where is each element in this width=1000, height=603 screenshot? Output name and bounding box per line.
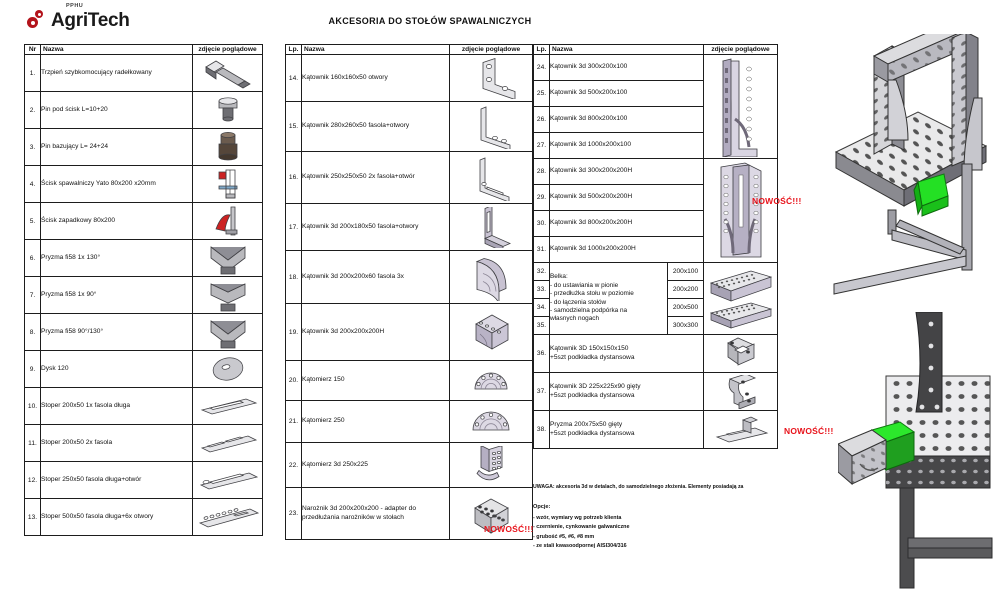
row-name: Kątownik 3d 300x200x200H <box>550 159 704 185</box>
page-title: AKCESORIA DO STOŁÓW SPAWALNICZYCH <box>328 16 532 26</box>
row-name: Kątownik 3d 200x200x60 fasola 3x <box>302 251 450 304</box>
row-number: 36. <box>534 335 550 373</box>
row-number: 28. <box>534 159 550 185</box>
table-row <box>534 373 778 411</box>
table-row <box>25 314 263 351</box>
brand-pphu: PPHU <box>66 3 84 9</box>
row-name: Kątomierz 3d 250x225 <box>302 443 450 488</box>
row-number: 7. <box>25 277 41 314</box>
locating-pin-icon <box>195 130 261 164</box>
table-row <box>25 203 263 240</box>
row-number: 19. <box>286 304 302 361</box>
gusset-left <box>888 80 908 140</box>
row-number: 9. <box>25 351 41 388</box>
options-title: Opcje: <box>533 504 551 510</box>
row-number: 24. <box>534 55 550 81</box>
option-item: - ze stali kwasoodpornej AISI304/316 <box>533 543 627 550</box>
row-picture <box>193 351 263 388</box>
table-row <box>25 462 263 499</box>
col-header-name: Nazwa <box>550 45 704 55</box>
angle-slot-holes-icon <box>452 105 530 149</box>
row-number: 32. <box>534 263 550 281</box>
new-badge-row-37: NOWOŚĆ!!! <box>784 426 834 436</box>
row-name: Ścisk spawalniczy Yato 80x200 x20mm <box>41 166 193 203</box>
row-picture <box>450 204 533 251</box>
row-name <box>550 411 704 449</box>
angle-3d-bent-icon <box>705 375 777 409</box>
stopper-2-slots-icon <box>195 426 261 460</box>
table-row <box>286 304 533 361</box>
row-number: 4. <box>25 166 41 203</box>
table-row <box>25 92 263 129</box>
table-row <box>286 361 533 401</box>
row-name: Kątownik 3d 500x200x200H <box>550 185 704 211</box>
row-picture <box>450 443 533 488</box>
row-name-line1: Kątownik 3D 225x225x90 gięty <box>550 383 641 391</box>
row-picture <box>450 361 533 401</box>
row-name: Pryzma fi58 1x 90° <box>41 277 193 314</box>
table-row <box>286 443 533 488</box>
row-name: Kątownik 3d 1000x200x200H <box>550 237 704 263</box>
row-number: 21. <box>286 401 302 443</box>
row-number: 18. <box>286 251 302 304</box>
angle-3d-150-icon <box>705 337 777 371</box>
row-picture <box>193 129 263 166</box>
col-header-num: Nr <box>25 45 41 55</box>
row-picture <box>704 335 778 373</box>
protractor-250-icon <box>452 404 530 440</box>
table-row <box>534 159 778 185</box>
beam-blocks-icon <box>705 265 777 333</box>
row-number: 26. <box>534 107 550 133</box>
table-row <box>25 55 263 92</box>
new-badge-row-29: NOWOŚĆ!!! <box>752 196 802 206</box>
belka-row <box>534 263 778 281</box>
row-picture-group <box>704 159 778 263</box>
row-number: 22. <box>286 443 302 488</box>
row-picture <box>193 166 263 203</box>
gears-icon <box>27 8 49 30</box>
row-picture <box>450 401 533 443</box>
table-row <box>25 166 263 203</box>
row-name: Trzpień szybkomocujący radełkowany <box>41 55 193 92</box>
row-name: Kątownik 3d 200x200x200H <box>302 304 450 361</box>
row-number: 5. <box>25 203 41 240</box>
table-legs <box>900 488 992 588</box>
angle-3d-slot-icon <box>452 207 530 248</box>
row-name: Kątownik 3d 800x200x200H <box>550 211 704 237</box>
row-name-line2: +5szt podkładka dystansowa <box>550 353 635 361</box>
row-number: 15. <box>286 102 302 152</box>
row-name: Kątownik 3d 1000x200x100 <box>550 133 704 159</box>
row-number: 30. <box>534 211 550 237</box>
row-name: Kątomierz 150 <box>302 361 450 401</box>
row-number: 27. <box>534 133 550 159</box>
protractor-3d-icon <box>452 446 530 485</box>
row-number: 34. <box>534 299 550 317</box>
table-row <box>25 129 263 166</box>
table-header-row <box>534 45 778 55</box>
brand-logo <box>27 3 130 31</box>
table-row <box>25 425 263 462</box>
row-name-line1: Kątownik 3D 150x150x150 <box>550 345 629 353</box>
welding-table-render-bottom <box>838 312 1000 598</box>
row-number: 17. <box>286 204 302 251</box>
angle-3d-block-icon <box>452 308 530 356</box>
row-picture-group <box>704 263 778 335</box>
belka-bullet: - samodzielna podpórka na <box>550 306 628 314</box>
belka-size: 200x200 <box>668 281 704 299</box>
row-name: Pin bazujący L= 24+24 <box>41 129 193 166</box>
row-name: Stoper 500x50 fasola długa+6x otwory <box>41 499 193 536</box>
disc-120-icon <box>195 352 261 386</box>
table-row <box>286 55 533 102</box>
table-row <box>286 152 533 204</box>
row-picture <box>450 55 533 102</box>
row-picture <box>704 373 778 411</box>
row-number: 38. <box>534 411 550 449</box>
table-row <box>286 401 533 443</box>
row-picture <box>450 251 533 304</box>
row-picture <box>450 304 533 361</box>
belka-title: Belka: <box>550 273 568 281</box>
row-number: 13. <box>25 499 41 536</box>
row-picture <box>193 499 263 536</box>
row-name: Narożnik 3d 200x200x200 - adapter do przedłużania narożników w stołach <box>302 488 450 540</box>
row-name-line2: +5szt podkładka dystansowa <box>550 429 635 437</box>
row-number: 12. <box>25 462 41 499</box>
accessories-table-2 <box>285 44 533 540</box>
row-number: 2. <box>25 92 41 129</box>
uwaga-note: UWAGA: akcesoria 3d w detalach, do samodzielnego złożenia. Elementy posiadają za <box>533 484 744 490</box>
options-note <box>533 503 629 552</box>
col-header-num: Lp. <box>534 45 550 55</box>
belka-size: 200x500 <box>668 299 704 317</box>
row-name: Stoper 200x50 1x fasola długa <box>41 388 193 425</box>
row-name <box>550 373 704 411</box>
table-row <box>534 335 778 373</box>
table-row <box>286 102 533 152</box>
row-name: Kątownik 280x260x50 fasola+otwory <box>302 102 450 152</box>
new-badge-row-23: NOWOŚĆ!!! <box>484 524 534 534</box>
row-number: 31. <box>534 237 550 263</box>
angle-3d-arc-icon <box>452 254 530 301</box>
row-name <box>550 335 704 373</box>
row-name: Pin pod ścisk L=10+20 <box>41 92 193 129</box>
row-number: 14. <box>286 55 302 102</box>
angle-3d-tall-b-icon <box>705 161 777 261</box>
row-picture <box>193 55 263 92</box>
prism-bent-icon <box>705 413 777 447</box>
stopper-6-holes-icon <box>195 500 261 534</box>
table-row <box>25 240 263 277</box>
angle-flat-holes-icon <box>452 58 530 99</box>
table-row <box>25 351 263 388</box>
belka-bullet: - do łączenia stołów <box>550 298 607 306</box>
row-number: 33. <box>534 281 550 299</box>
table-row <box>534 411 778 449</box>
extension-beam <box>838 430 886 484</box>
stopper-slot-long-icon <box>195 389 261 423</box>
quick-clamp-pin-icon <box>195 56 261 90</box>
row-picture <box>193 314 263 351</box>
col-header-num: Lp. <box>286 45 302 55</box>
row-name: Kątownik 250x250x50 2x fasola+otwór <box>302 152 450 204</box>
welding-table-render-top <box>826 34 998 306</box>
angle-3d-tall-a-icon <box>705 57 777 157</box>
row-name: Kątownik 160x160x50 otwory <box>302 55 450 102</box>
belka-bullet: własnych nogach <box>550 315 600 323</box>
brand-name: AgriTech <box>51 10 130 31</box>
row-picture <box>704 411 778 449</box>
row-name-line1: Pryzma 200x75x50 gięty <box>550 421 623 429</box>
row-name: Kątownik 3d 300x200x100 <box>550 55 704 81</box>
col-header-name: Nazwa <box>302 45 450 55</box>
row-number: 16. <box>286 152 302 204</box>
table-row <box>25 277 263 314</box>
row-picture <box>193 425 263 462</box>
table-header-row <box>25 45 263 55</box>
row-picture <box>193 462 263 499</box>
col-header-name: Nazwa <box>41 45 193 55</box>
row-number: 11. <box>25 425 41 462</box>
welding-clamp-icon <box>195 167 261 201</box>
protractor-150-icon <box>452 364 530 398</box>
row-name: Pryzma fi58 90°/130° <box>41 314 193 351</box>
row-name: Ścisk zapadkowy 80x200 <box>41 203 193 240</box>
row-number: 10. <box>25 388 41 425</box>
accessories-table-3 <box>533 44 778 449</box>
row-number: 20. <box>286 361 302 401</box>
row-picture <box>193 92 263 129</box>
row-name: Dysk 120 <box>41 351 193 388</box>
row-picture-group <box>704 55 778 159</box>
v-block-130-icon <box>195 241 261 275</box>
row-name: Stoper 200x50 2x fasola <box>41 425 193 462</box>
row-picture <box>193 277 263 314</box>
row-number: 1. <box>25 55 41 92</box>
row-name: Kątownik 3d 800x200x100 <box>550 107 704 133</box>
ratchet-clamp-icon <box>195 204 261 238</box>
row-name-line2: +5szt podkładka dystansowa <box>550 391 635 399</box>
option-item: - wzór, wymiary wg potrzeb klienta <box>533 514 622 521</box>
row-name: Kątomierz 250 <box>302 401 450 443</box>
accessories-table-1 <box>24 44 263 536</box>
col-header-pic: zdjęcie poglądowe <box>704 45 778 55</box>
row-picture <box>193 203 263 240</box>
table-row <box>286 204 533 251</box>
table-row <box>25 388 263 425</box>
table-header-row <box>286 45 533 55</box>
belka-size: 300x300 <box>668 317 704 335</box>
row-number: 29. <box>534 185 550 211</box>
row-picture <box>450 102 533 152</box>
col-header-pic: zdjęcie poglądowe <box>450 45 533 55</box>
vertical-gusset <box>916 312 942 412</box>
belka-bullet: - do ustawiania w pionie <box>550 281 619 289</box>
clamp-pin-icon <box>195 93 261 127</box>
row-picture <box>450 152 533 204</box>
option-item: - grubość #5, #6, #8 mm <box>533 533 595 540</box>
row-name: Pryzma fi58 1x 130° <box>41 240 193 277</box>
col-header-pic: zdjęcie poglądowe <box>193 45 263 55</box>
row-name: Stoper 250x50 fasola długa+otwór <box>41 462 193 499</box>
stopper-slot-hole-icon <box>195 463 261 497</box>
row-number: 37. <box>534 373 550 411</box>
table-row <box>286 251 533 304</box>
row-number: 8. <box>25 314 41 351</box>
angle-2slot-hole-icon <box>452 155 530 201</box>
row-picture <box>193 240 263 277</box>
option-item: - czernienie, cynkowanie galwaniczne <box>533 524 630 531</box>
row-number: 35. <box>534 317 550 335</box>
row-number: 3. <box>25 129 41 166</box>
row-number: 23. <box>286 488 302 540</box>
belka-description <box>550 263 668 335</box>
row-picture <box>193 388 263 425</box>
belka-bullet: - przedłużka stołu w poziomie <box>550 290 634 298</box>
row-number: 25. <box>534 81 550 107</box>
table-row <box>25 499 263 536</box>
row-name: Kątownik 3d 500x200x100 <box>550 81 704 107</box>
belka-size: 200x100 <box>668 263 704 281</box>
v-block-90-icon <box>195 278 261 312</box>
v-block-90-130-icon <box>195 315 261 349</box>
row-name: Kątownik 3d 200x180x50 fasola+otwory <box>302 204 450 251</box>
table-row <box>534 55 778 81</box>
row-number: 6. <box>25 240 41 277</box>
